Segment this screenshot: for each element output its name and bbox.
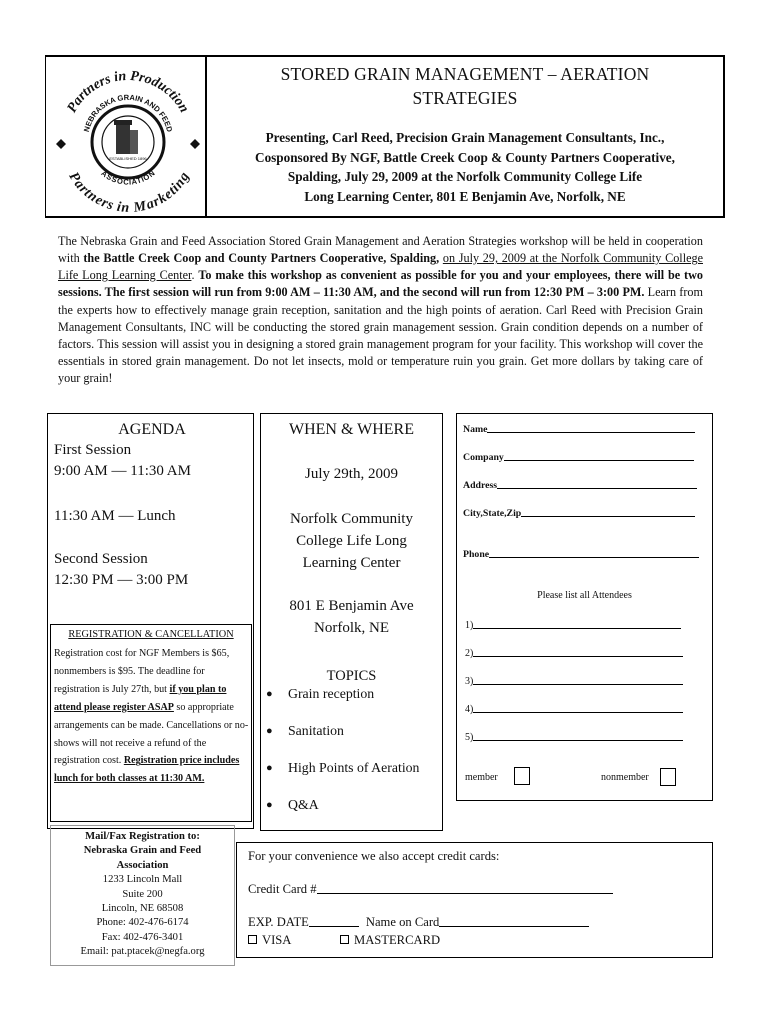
topic-label: High Points of Aeration xyxy=(288,760,420,775)
visa-checkbox[interactable] xyxy=(248,935,257,944)
exp-date-line[interactable] xyxy=(309,916,359,927)
agenda-second-session: Second Session xyxy=(54,551,148,567)
agenda-second-time: 12:30 PM — 3:00 PM xyxy=(54,572,189,588)
visa-option[interactable] xyxy=(248,933,291,948)
attendee-field[interactable] xyxy=(465,620,681,631)
name-label: Name xyxy=(463,424,488,435)
member-checkbox[interactable] xyxy=(514,767,530,785)
intro-text: . xyxy=(191,268,199,283)
subtitle xyxy=(210,128,720,206)
address-line: Norfolk, NE xyxy=(314,620,389,636)
topic-item xyxy=(266,723,344,739)
mail-street: 1233 Lincoln Mall xyxy=(102,874,183,886)
intro-bold-sessions: To make this workshop as convenient as possible for you and your employees, there will be two sessions. The first session will run from 9:00 AM – 11:30 AM, and the second will run from 12:30 PM – 3:00 PM. xyxy=(58,268,704,300)
attendee-field[interactable] xyxy=(465,676,683,687)
attendee-field[interactable] xyxy=(465,648,683,659)
mastercard-label: MASTERCARD xyxy=(354,933,441,947)
intro-bold-cosponsors: the Battle Creek Coop and County Partners Cooperative, Spalding, xyxy=(83,251,443,266)
attendee-line[interactable] xyxy=(473,732,683,741)
mastercard-checkbox[interactable] xyxy=(340,935,349,944)
agenda-first-time: 9:00 AM — 11:30 AM xyxy=(54,463,191,479)
mail-heading: Mail/Fax Registration to: xyxy=(85,831,200,842)
subtitle-line: Presenting, Carl Reed, Precision Grain Management Consultants, Inc., xyxy=(265,130,665,145)
company-line[interactable] xyxy=(504,452,694,461)
credit-card-intro: For your convenience we also accept credit cards: xyxy=(248,849,500,863)
attendee-number: 2) xyxy=(465,648,474,659)
subtitle-line: Long Learning Center, 801 E Benjamin Ave, Norfolk, NE xyxy=(304,188,626,204)
logo-inner-bottom-text: ASSOCIATION xyxy=(99,168,157,187)
intro-text: Learn from the experts how to effectively manage grain reception, sanitation and the high points of aeration. Carl Reed with Precision Grain Management Consultants, INC will be conducting the stored grain management session. Grain condition depends on a number of factors. This session will assist you in designing a stored grain management program for your facility. This workshop will cover the essentials in stored grain management. Do not let insects, mold or temperature ruin you grain. Get more dollars by taking care of your grain! xyxy=(58,285,704,386)
address-line[interactable] xyxy=(497,480,697,489)
title-line-2: STRATEGIES xyxy=(412,88,518,108)
intro-paragraph xyxy=(58,233,703,387)
attendee-line[interactable] xyxy=(473,704,683,713)
subtitle-line: Spalding, July 29, 2009 at the Norfolk Community College Life xyxy=(287,169,643,185)
agenda-lunch: 11:30 AM — Lunch xyxy=(54,508,176,524)
company-field[interactable] xyxy=(463,452,708,463)
mail-email: Email: pat.ptacek@negfa.org xyxy=(80,946,205,958)
venue-line: Norfolk Community xyxy=(290,511,413,527)
logo-seal-text: ESTABLISHED 1896 xyxy=(109,156,147,161)
name-field[interactable] xyxy=(463,424,708,435)
mastercard-option[interactable] xyxy=(340,933,440,948)
attendee-field[interactable] xyxy=(465,704,683,715)
attendees-label: Please list all Attendees xyxy=(537,590,632,601)
mail-fax-info xyxy=(52,830,233,960)
agenda-first-session: First Session xyxy=(54,442,132,458)
logo-graphic xyxy=(48,58,206,216)
visa-label: VISA xyxy=(262,933,292,947)
registration-asap: if you plan to attend please register ASAP xyxy=(54,683,227,713)
logo-bottom-text: Partners in Marketing xyxy=(65,169,193,216)
mail-fax: Fax: 402-476-3401 xyxy=(101,931,184,943)
topics-title: TOPICS xyxy=(326,668,377,684)
bullet-icon: ● xyxy=(266,688,273,700)
topic-label: Q&A xyxy=(288,797,319,812)
attendee-number: 3) xyxy=(465,676,474,687)
registration-lunch-note: Registration price includes lunch for both classes at 11:30 AM. xyxy=(54,755,240,785)
registration-text: Registration cost for NGF Members is $65, nonmembers is $95. The deadline for registration is July 27th, but xyxy=(54,648,230,695)
attendee-line[interactable] xyxy=(473,620,681,629)
intro-text: The Nebraska Grain and Feed Association Stored Grain Management and Aeration Strategies workshop will be held in cooperation with xyxy=(58,234,703,266)
nonmember-label: nonmember xyxy=(601,772,649,783)
bullet-icon: ● xyxy=(266,725,273,737)
mail-org: Nebraska Grain and Feed xyxy=(83,845,202,857)
topic-item xyxy=(266,686,374,702)
registration-text: so appropriate arrangements can be made. Cancellations or no-shows will not receive a refund of the registration cost. xyxy=(54,701,249,767)
phone-field[interactable] xyxy=(463,549,708,560)
credit-card-line[interactable] xyxy=(317,883,613,894)
topic-label: Sanitation xyxy=(288,723,344,738)
registration-title: REGISTRATION & CANCELLATION xyxy=(68,629,234,640)
company-label: Company xyxy=(463,452,504,463)
phone-label: Phone xyxy=(463,549,490,560)
address-field[interactable] xyxy=(463,480,708,491)
address-label: Address xyxy=(463,480,498,491)
topic-item xyxy=(266,797,319,813)
credit-card-label: Credit Card # xyxy=(248,882,317,896)
association-logo xyxy=(48,58,206,216)
exp-date-label: EXP. DATE xyxy=(248,915,309,929)
subtitle-line: Cosponsored By NGF, Battle Creek Coop & County Partners Cooperative, xyxy=(255,149,675,165)
mail-phone: Phone: 402-476-6174 xyxy=(96,917,189,929)
mail-org: Association xyxy=(116,859,169,871)
credit-card-number-field[interactable] xyxy=(248,882,613,897)
when-where-title: WHEN & WHERE xyxy=(288,421,414,438)
topic-item xyxy=(266,760,419,776)
bullet-icon: ● xyxy=(266,799,273,811)
city-label: City,State,Zip xyxy=(463,508,522,519)
attendee-number: 1) xyxy=(465,620,474,631)
title-line-1: STORED GRAIN MANAGEMENT – AERATION xyxy=(280,64,650,84)
attendee-number: 5) xyxy=(465,732,474,743)
exp-date-field[interactable] xyxy=(248,915,589,930)
page-title xyxy=(210,62,720,110)
name-on-card-label: Name on Card xyxy=(365,915,440,929)
address-line: 801 E Benjamin Ave xyxy=(289,598,414,614)
nonmember-checkbox[interactable] xyxy=(660,768,676,786)
venue-line: Learning Center xyxy=(302,555,401,571)
logo-top-text: Partners in Production xyxy=(64,68,192,116)
registration-body xyxy=(54,645,250,788)
name-on-card-line[interactable] xyxy=(439,916,589,927)
topic-label: Grain reception xyxy=(288,686,375,701)
mail-city: Lincoln, NE 68508 xyxy=(101,903,184,915)
intro-date-venue: on July 29, 2009 at the Norfolk Community College Life Long Learning Center xyxy=(58,251,703,283)
venue-line: College Life Long xyxy=(296,533,407,549)
mail-suite: Suite 200 xyxy=(122,888,163,900)
bullet-icon: ● xyxy=(266,762,273,774)
attendee-line[interactable] xyxy=(473,676,683,685)
logo-inner-top-text: NEBRASKA GRAIN AND FEED xyxy=(81,92,175,133)
agenda-title: AGENDA xyxy=(118,421,186,438)
city-line[interactable] xyxy=(521,508,695,517)
member-label: member xyxy=(465,772,498,783)
event-date: July 29th, 2009 xyxy=(305,466,398,482)
phone-line[interactable] xyxy=(489,549,699,558)
attendee-number: 4) xyxy=(465,704,474,715)
attendee-field[interactable] xyxy=(465,732,683,743)
name-line[interactable] xyxy=(487,424,695,433)
attendee-line[interactable] xyxy=(473,648,683,657)
city-state-zip-field[interactable] xyxy=(463,508,708,519)
